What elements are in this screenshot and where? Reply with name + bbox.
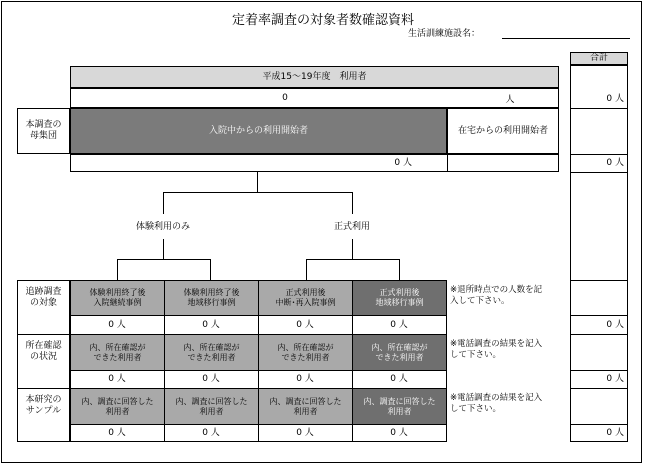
- total-population: 0 人: [606, 158, 624, 168]
- row-2-value-3: 0 人: [296, 374, 314, 384]
- row-3-cell-3: 内、調査に回答した 利用者: [258, 388, 353, 425]
- row-2-value-4: 0 人: [390, 374, 408, 384]
- branch-trial: 体験利用のみ: [135, 221, 190, 232]
- row-2-cell-3: 内、所在確認が できた利用者: [258, 334, 353, 371]
- col-3-header: 正式利用後 中断･再入院事例: [258, 280, 353, 316]
- home-cell: 在宅からの利用開始者: [447, 108, 559, 154]
- row-3-cell-4: 内、調査に回答した 利用者: [352, 388, 447, 425]
- col-4-header: 正式利用後 地域移行事例: [352, 280, 447, 316]
- facility-name-line[interactable]: [502, 38, 630, 39]
- population-value-row: [70, 154, 559, 172]
- inpatient-cell: 入院中からの利用開始者: [70, 108, 447, 154]
- row-3-value-3: 0 人: [296, 427, 314, 438]
- row-1-value-4: 0 人: [390, 319, 408, 330]
- total-row-1: 0 人: [606, 319, 624, 330]
- col-1-header: 体験利用終了後 入院継続事例: [70, 280, 165, 316]
- users-unit: 人: [505, 94, 515, 105]
- total-header: 合計: [570, 52, 628, 65]
- facility-label: 生活訓練施設名：: [408, 29, 481, 39]
- population-value: 0 人: [394, 157, 412, 168]
- row-1-value-1: 0 人: [108, 319, 126, 330]
- users-value: 0: [282, 92, 288, 103]
- row-2-cell-2: 内、所在確認が できた利用者: [164, 334, 259, 371]
- row-1-value-3: 0 人: [296, 319, 314, 330]
- row-2-value-2: 0 人: [202, 374, 220, 384]
- row-label-location: 所在確認 の状況: [25, 341, 62, 362]
- row-1-value-2: 0 人: [202, 319, 220, 330]
- note-row-3: ※電話調査の結果を記入 して下さい。: [450, 393, 543, 414]
- row-label-sample: 本研究の サンプル: [25, 395, 62, 416]
- branch-formal: 正式利用: [333, 221, 370, 232]
- row-3-cell-1: 内、調査に回答した 利用者: [70, 388, 165, 425]
- total-row-3: 0 人: [606, 428, 624, 438]
- row-3-value-1: 0 人: [108, 427, 126, 438]
- users-heading: 平成15～19年度 利用者: [70, 66, 559, 88]
- col-2-header: 体験利用終了後 地域移行事例: [164, 280, 259, 316]
- row-2-value-1: 0 人: [108, 374, 126, 384]
- row-label-tracking: 追跡調査 の対象: [25, 287, 62, 308]
- row-3-value-4: 0 人: [390, 427, 408, 438]
- note-row-1: ※退所時点での人数を記 入して下さい。: [450, 285, 543, 306]
- row-3-value-2: 0 人: [202, 427, 220, 438]
- total-row-2: 0 人: [606, 374, 624, 384]
- row-3-cell-2: 内、調査に回答した 利用者: [164, 388, 259, 425]
- row-2-cell-4: 内、所在確認が できた利用者: [352, 334, 447, 371]
- population-label: 本調査の母集団: [17, 108, 70, 154]
- page-title: 定着率調査の対象者数確認資料: [231, 13, 414, 28]
- note-row-2: ※電話調査の結果を記入 して下さい。: [450, 339, 543, 360]
- row-2-cell-1: 内、所在確認が できた利用者: [70, 334, 165, 371]
- total-top: 0 人: [606, 93, 624, 104]
